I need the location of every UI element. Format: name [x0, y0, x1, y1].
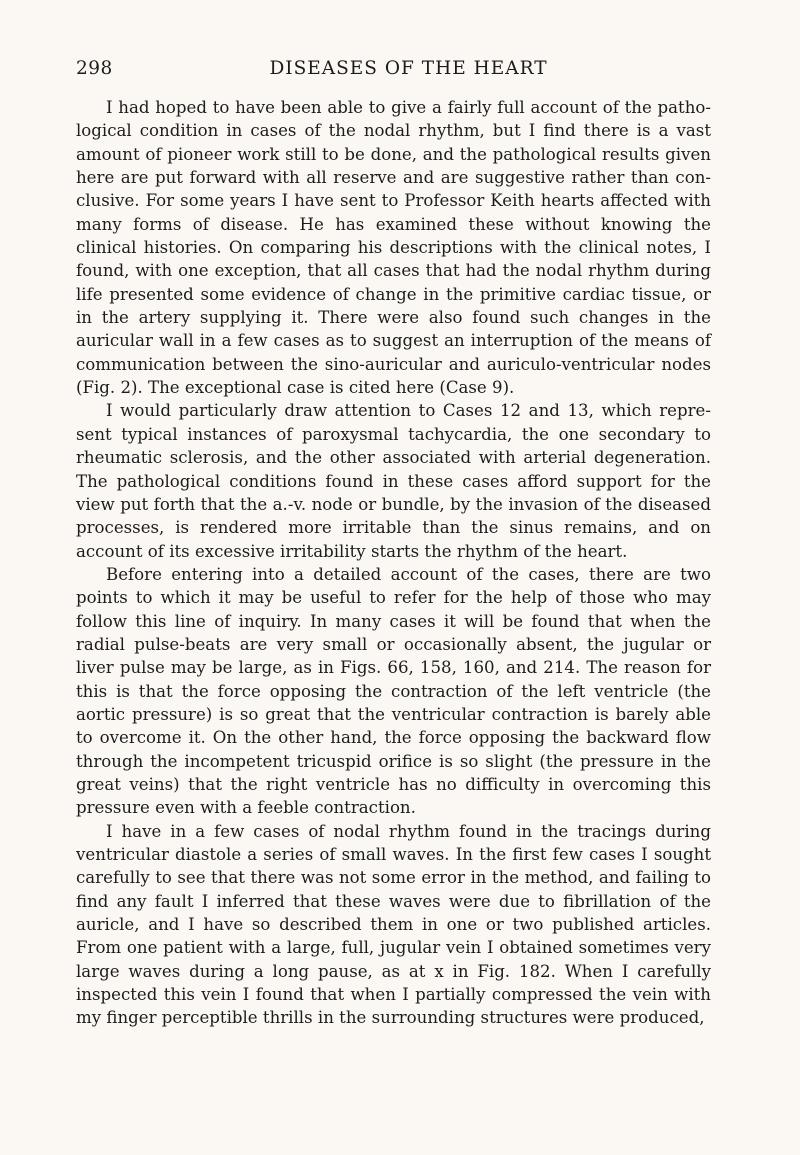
- paragraph: I had hoped to have been able to give a fairly full account of the pathological condition in cases of the nodal rhythm, but I find there is a vast amount of pioneer work still to be done, and the pathological results given here are put forward with all reserve and are suggestive rather than conclusive. For some years I have sent to Professor Keith hearts affected with many forms of disease. He has examined these without knowing the clinical histories. On comparing his descriptions with the clinical notes, I found, with one exception, that all cases that had the nodal rhythm during life presented some evidence of change in the primitive cardiac tissue, or in the artery supplying it. There were also found such changes in the auricular wall in a few cases as to suggest an interruption of the means of communication between the sino-auricular and auriculo-ventricular nodes (Fig. 2). The exceptional case is cited here (Case 9).: [76, 98, 711, 398]
- page-number: 298: [76, 58, 113, 79]
- body-text: [76, 96, 711, 1030]
- running-title: DISEASES OF THE HEART: [269, 58, 548, 79]
- running-header: [76, 58, 711, 90]
- paragraph: I have in a few cases of nodal rhythm found in the tracings during ventricular diastole a series of small waves. In the first few cases I sought carefully to see that there was not some error in the method, and failing to find any fault I inferred that these waves were due to fibrillation of the auricle, and I have so described them in one or two published articles. From one patient with a large, full, jugular vein I obtained sometimes very large waves during a long pause, as at x in Fig. 182. When I carefully inspected this vein I found that when I partially compressed the vein with my finger perceptible thrills in the surrounding structures were produced,: [76, 821, 711, 1028]
- paragraph: Before entering into a detailed account of the cases, there are two points to which it may be useful to refer for the help of those who may follow this line of inquiry. In many cases it will be found that when the radial pulse-beats are very small or occasionally absent, the jugular or liver pulse may be large, as in Figs. 66, 158, 160, and 214. The reason for this is that the force opposing the contraction of the left ventricle (the aortic pressure) is so great that the ventricular contraction is barely able to overcome it. On the other hand, the force opposing the backward flow through the incompetent tricuspid orifice is so slight (the pressure in the great veins) that the right ventricle has no difficulty in overcoming this pressure even with a feeble contraction.: [76, 564, 711, 818]
- book-page: [76, 58, 711, 1030]
- paragraph: I would particularly draw attention to Cases 12 and 13, which represent typical instances of paroxysmal tachycardia, the one secondary to rheumatic sclerosis, and the other associated with arterial degeneration. The pathological conditions found in these cases afford support for the view put forth that the a.-v. node or bundle, by the invasion of the diseased processes, is rendered more irritable than the sinus remains, and on account of its excessive irritability starts the rhythm of the heart.: [76, 401, 711, 561]
